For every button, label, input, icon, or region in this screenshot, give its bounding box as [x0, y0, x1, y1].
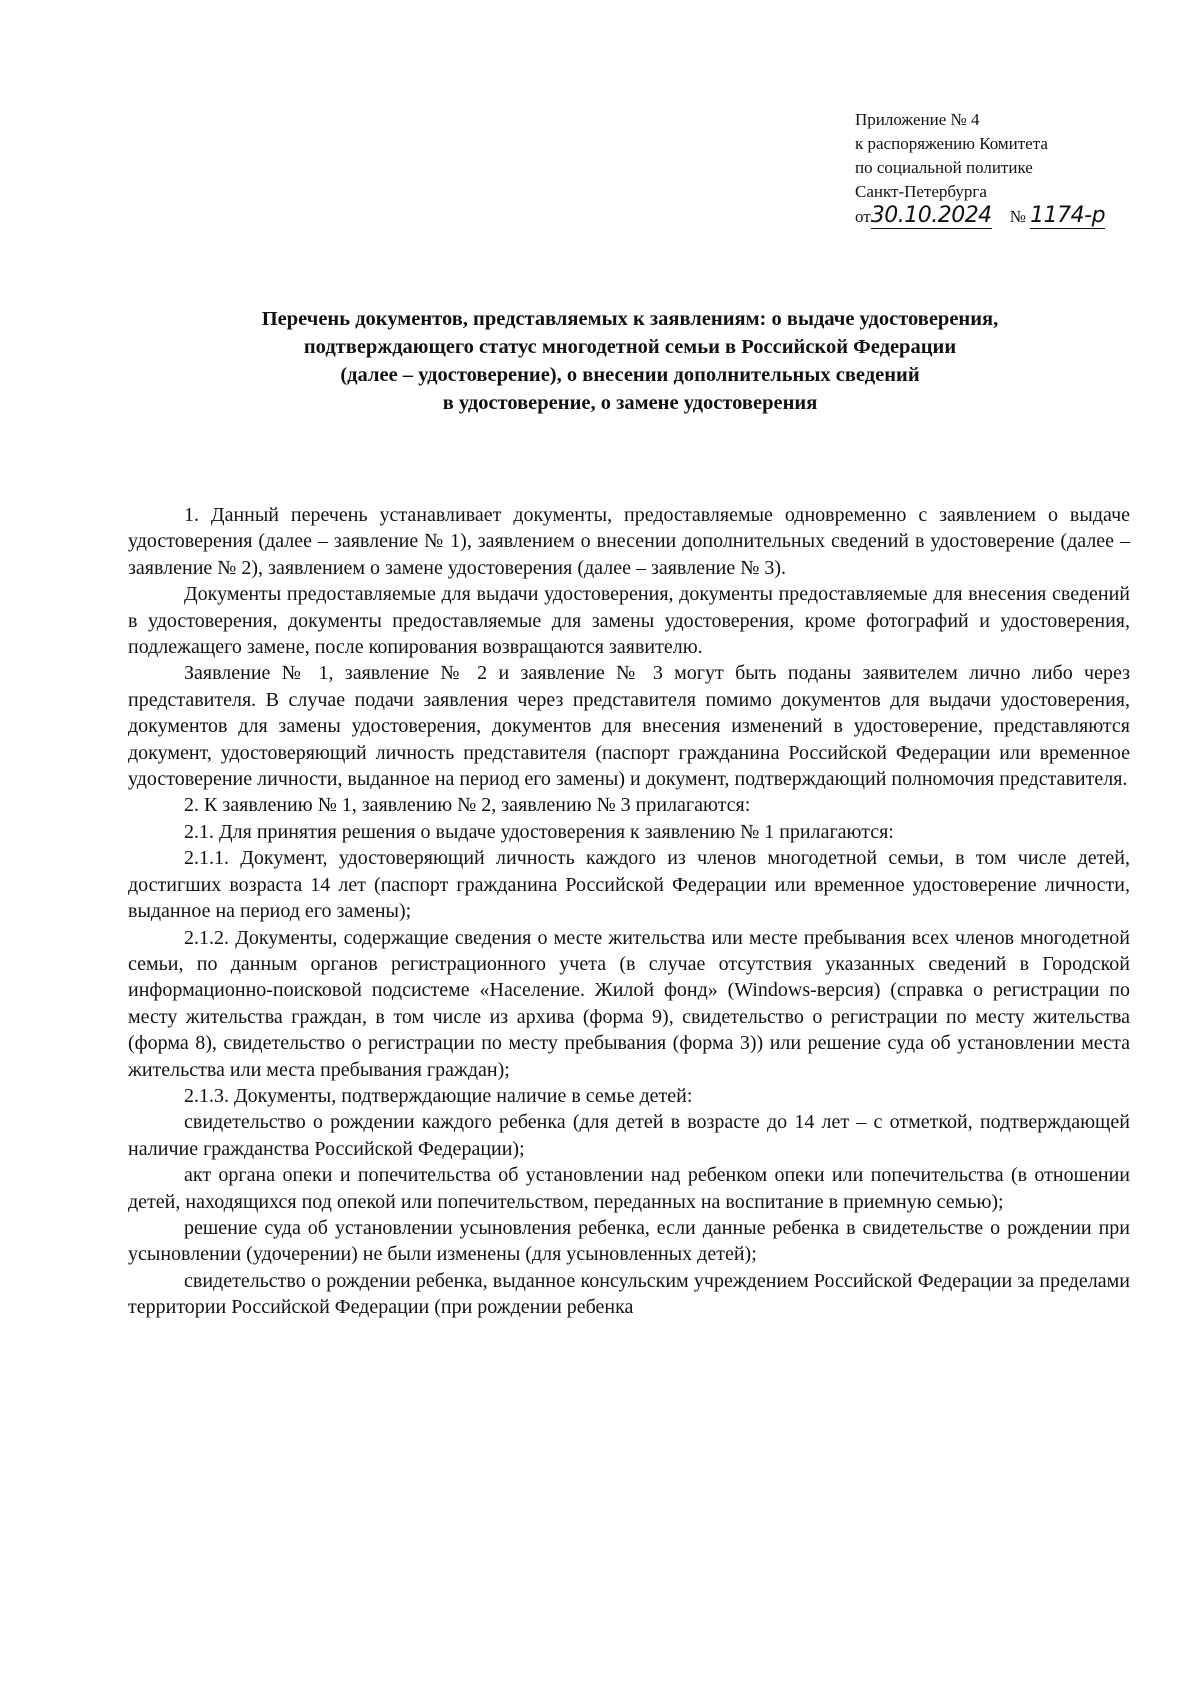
appendix-date-line — [855, 204, 1155, 229]
title-line: подтверждающего статус многодетной семьи в Российской Федерации — [303, 336, 957, 358]
title-line: в удостоверение, о замене удостоверения — [442, 392, 818, 414]
paragraph: 1. Данный перечень устанавливает документы, предоставляемые одновременно с заявлением о выдаче удостоверения (далее – заявление № 1), заявлением о внесении дополнительных сведений в удостоверение (далее – заявление № 2), заявлением о замене удостоверения (далее – заявление № 3). — [128, 504, 1130, 579]
paragraph: решение суда об установлении усыновления ребенка, если данные ребенка в свидетельстве о рождении при усыновлении (удочерении) не были изменены (для усыновленных детей); — [128, 1216, 1130, 1266]
handwritten-date: 30.10.2024 — [870, 203, 992, 228]
appendix-line: Санкт-Петербурга — [855, 182, 987, 201]
paragraph: 2.1.2. Документы, содержащие сведения о месте жительства или месте пребывания всех членов многодетной семьи, по данным органов регистрационного учета (в случае отсутствия указанных сведений в Городской информационно-поисковой подсистеме «Население. Жилой фонд» (Windows-версия) (справка о регистрации по месту жительства граждан, в том числе из архива (форма 9), свидетельство о регистрации по месту жительства (форма 8), свидетельство о регистрации по месту пребывания (форма 3)) или решение суда об установлении места жительства или места пребывания граждан); — [128, 926, 1130, 1081]
paragraph: свидетельство о рождении каждого ребенка (для детей в возрасте до 14 лет – с отметкой, подтверждающей наличие гражданства Российской Федерации); — [128, 1111, 1130, 1160]
paragraph: акт органа опеки и попечительства об установлении над ребенком опеки или попечительства (в отношении детей, находящихся под опекой или попечительством, переданных на воспитание в приемную семью); — [128, 1164, 1130, 1213]
appendix-block — [855, 108, 1155, 229]
paragraph: 2. К заявлению № 1, заявлению № 2, заявлению № 3 прилагаются: — [184, 794, 751, 817]
appendix-line: по социальной политике — [855, 158, 1033, 177]
appendix-line: к распоряжению Комитета — [855, 134, 1048, 153]
date-prefix: от — [855, 207, 871, 226]
title-line: (далее – удостоверение), о внесении дополнительных сведений — [340, 364, 920, 386]
handwritten-number: 1174-р — [1030, 203, 1106, 228]
appendix-line: Приложение № 4 — [855, 110, 980, 129]
paragraph: Заявление № 1, заявление № 2 и заявление № 3 могут быть поданы заявителем лично либо через представителя. В случае подачи заявления через представителя помимо документов для выдачи удостоверения, документов для замены удостоверения, документов для внесения изменений в удостоверение, представляются документ, удостоверяющий личность представителя (паспорт гражданина Российской Федерации или временное удостоверение личности, выданное на период его замены) и документ, подтверждающий полномочия представителя. — [128, 662, 1130, 791]
paragraph: 2.1.1. Документ, удостоверяющий личность каждого из членов многодетной семьи, в том числе детей, достигших возраста 14 лет (паспорт гражданина Российской Федерации или временное удостоверение личности, выданное на период его замены); — [128, 847, 1130, 923]
document-body — [128, 502, 1130, 1321]
document-title — [170, 305, 1090, 417]
number-prefix: № — [1009, 207, 1026, 226]
paragraph: 2.1.3. Документы, подтверждающие наличие в семье детей: — [184, 1084, 693, 1107]
paragraph: свидетельство о рождении ребенка, выданное консульским учреждением Российской Федерации за пределами территории Российской Федерации (при рождении ребенка — [128, 1269, 1130, 1319]
title-line: Перечень документов, представляемых к заявлениям: о выдаче удостоверения, — [261, 308, 999, 330]
paragraph: Документы предоставляемые для выдачи удостоверения, документы предоставляемые для внесения сведений в удостоверения, документы предоставляемые для замены удостоверения, кроме фотографий и удостоверения, подлежащего замене, после копирования возвращаются заявителю. — [128, 583, 1130, 659]
paragraph: 2.1. Для принятия решения о выдаче удостоверения к заявлению № 1 прилагаются: — [184, 820, 894, 843]
